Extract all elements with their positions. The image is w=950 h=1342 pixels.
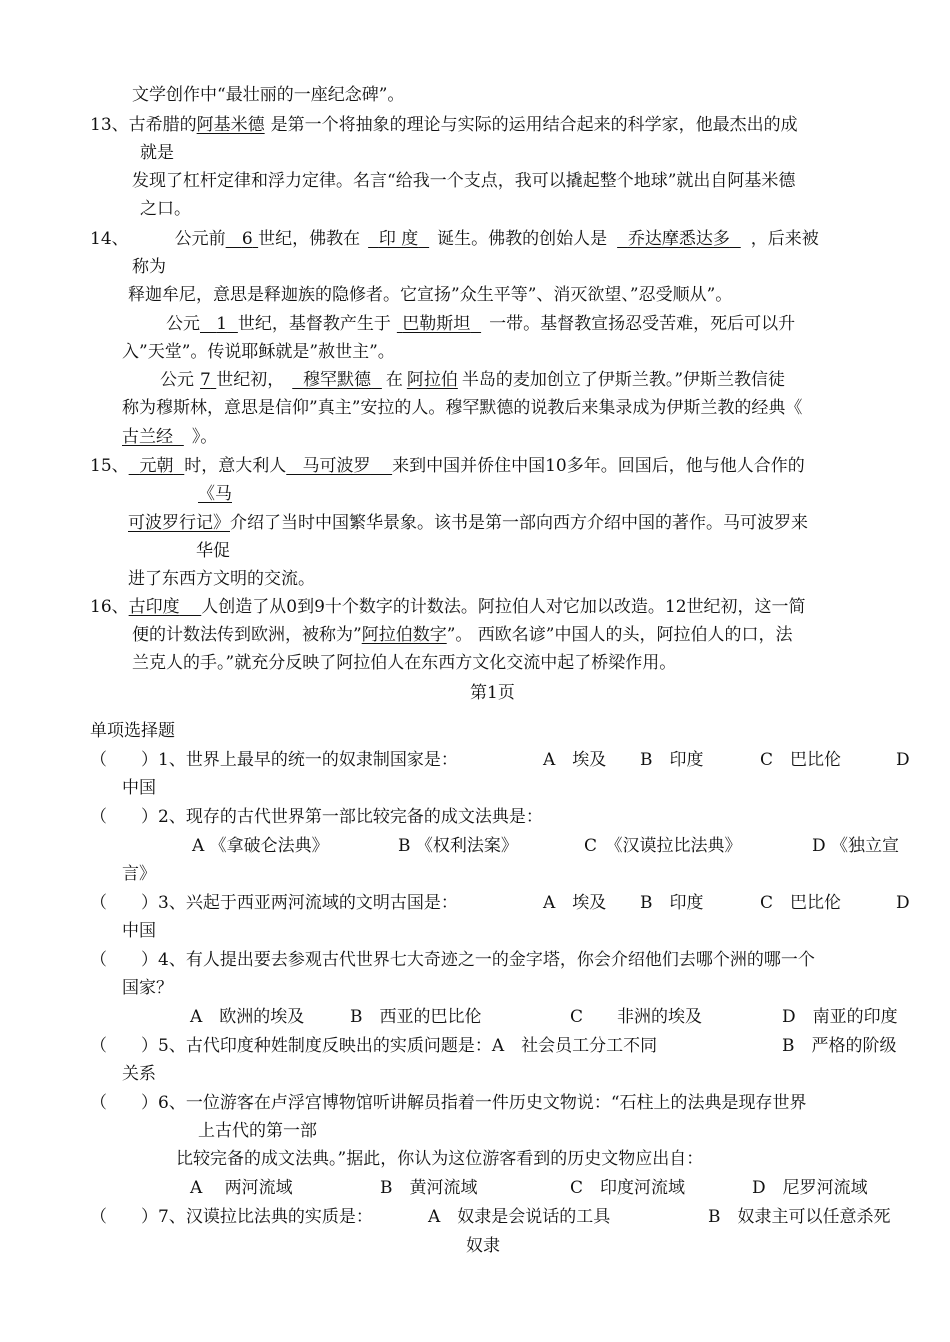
option-d-text: 中国 (122, 921, 156, 941)
question-4: （ ）4、有人提出要去参观古代世界七大奇迹之一的金字塔，你会介绍他们去哪个洲的哪一个 (90, 950, 815, 970)
option-b: B 《权利法案》 (398, 836, 518, 856)
question-3: （ ）3、兴起于西亚两河流域的文明古国是： (90, 893, 458, 913)
item-number: 13、 (90, 115, 129, 135)
text-line: 发现了杠杆定律和浮力定律。名言“给我一个支点，我可以撬起整个地球”就出自阿基米德 (132, 171, 796, 191)
section-title: 单项选择题 (90, 721, 175, 741)
text-line: 进了东西方文明的交流。 (128, 569, 315, 589)
answer-blank: （ ） (90, 807, 158, 827)
option-c: C 印度河流域 (570, 1178, 686, 1198)
text-line: 称为穆斯林，意思是信仰”真主”安拉的人。穆罕默德的说教后来集录成为伊斯兰教的经典《 (122, 398, 803, 418)
question-7: （ ）7、汉谟拉比法典的实质是： (90, 1207, 373, 1227)
text-line: 入”天堂”。传说耶稣就是”赦世主”。 (122, 342, 395, 362)
item-15-line-3: 可波罗行记》介绍了当时中国繁华景象。该书是第一部向西方介绍中国的著作。马可波罗来 (128, 513, 808, 533)
answer-book-start: 《马 (198, 484, 232, 504)
option-b: B 严格的阶级 (782, 1036, 897, 1056)
item-14-line-christianity: 公元 1 世纪，基督教产生于 巴勒斯坦 一带。基督教宣扬忍受苦难，死后可以升 (166, 314, 796, 334)
item-15-line-1: 15、 元朝 时，意大利人 马可波罗 来到中国并侨住中国10多年。回国后，他与他人合作的 (90, 456, 805, 476)
option-d: D 《独立宣 (812, 836, 900, 856)
item-number: 15、 (90, 456, 129, 476)
question-5: （ ）5、古代印度种姓制度反映出的实质问题是：A 社会员工分工不同 (90, 1036, 658, 1056)
option-b: B 印度 (640, 893, 704, 913)
text-line: 兰克人的手。”就充分反映了阿拉伯人在东西方文化交流中起了桥梁作用。 (132, 653, 677, 673)
answer-muhammad: 穆罕默德 (303, 370, 372, 390)
question-6: （ ）6、一位游客在卢浮宫博物馆听讲解员指着一件历史文物说：“石柱上的法典是现存世界 (90, 1093, 807, 1113)
option-d: D (896, 893, 910, 913)
answer-blank: （ ） (90, 893, 158, 913)
text-line: 国家？ (122, 978, 173, 998)
answer-blank: （ ） (90, 950, 158, 970)
option-d: D 尼罗河流域 (752, 1178, 868, 1198)
item-16-line-2: 便的计数法传到欧洲，被称为”阿拉伯数字”。 西欧名谚”中国人的头，阿拉伯人的口，法 (132, 625, 793, 645)
answer-quran: 古兰经 (122, 427, 173, 447)
option-d: D 南亚的印度 (782, 1007, 898, 1027)
answer-century-7: 7 (200, 370, 211, 390)
item-13-line-1: 13、古希腊的阿基米德 是第一个将抽象的理论与实际的运用结合起来的科学家，他最杰出的成 (90, 115, 798, 135)
item-14-line-islam: 公元 7 世纪初， 穆罕默德 在 阿拉伯 半岛的麦加创立了伊斯兰教。”伊斯兰教信徒 (160, 370, 786, 390)
item-number: 16、 (90, 597, 129, 617)
answer-yuan-dynasty: 元朝 (139, 456, 174, 476)
answer-arabic-numerals: 阿拉伯数字 (361, 625, 447, 645)
answer-book-end: 可波罗行记》 (128, 513, 230, 533)
answer-arabia: 阿拉伯 (406, 370, 458, 390)
option-c: C 《汉谟拉比法典》 (584, 836, 742, 856)
option-b: B 西亚的巴比伦 (350, 1007, 482, 1027)
answer-palestine: 巴勒斯坦 (402, 314, 471, 334)
text-line: 上古代的第一部 (198, 1121, 317, 1141)
answer-century-6: 6 (241, 229, 253, 249)
option-d-text: 言》 (122, 864, 156, 884)
answer-archimedes: 阿基米德 (196, 115, 265, 135)
option-b: B 印度 (640, 750, 704, 770)
option-a: A 欧洲的埃及 (190, 1007, 305, 1027)
text-line: 华促 (196, 541, 230, 561)
text-line: 释迦牟尼，意思是释迦族的隐修者。它宣扬”众生平等”、消灭欲望、”忍受顺从”。 (128, 285, 733, 305)
option-a: A 两河流域 (190, 1178, 293, 1198)
item-16-line-1: 16、古印度 人创造了从0到9十个数字的计数法。阿拉伯人对它加以改造。12世纪初，这一简 (90, 597, 806, 617)
item-number: 14、 (90, 229, 129, 249)
text-line: 之口。 (140, 199, 191, 219)
item-14-book-line: 古兰经 》。 (122, 427, 218, 447)
option-c: C 非洲的埃及 (570, 1007, 703, 1027)
option-b-text: 关系 (122, 1064, 156, 1084)
option-d-text: 中国 (122, 778, 156, 798)
answer-century-1: 1 (216, 314, 228, 334)
text-line: 比较完备的成文法典。”据此，你认为这位游客看到的历史文物应出自： (176, 1149, 704, 1169)
question-1: （ ）1、世界上最早的统一的奴隶制国家是： (90, 750, 458, 770)
text-line: 文学创作中“最壮丽的一座纪念碑”。 (132, 85, 405, 105)
answer-blank: （ ） (90, 1093, 158, 1113)
option-a: A 奴隶是会说话的工具 (428, 1207, 611, 1227)
answer-ancient-india: 古印度 (128, 597, 180, 617)
option-b: B 黄河流域 (380, 1178, 478, 1198)
question-2: （ ）2、现存的古代世界第一部比较完备的成文法典是： (90, 807, 543, 827)
answer-india: 印 度 (378, 229, 419, 249)
option-a: A 埃及 (543, 893, 607, 913)
text-line: 称为 (132, 257, 166, 277)
item-14-line-1: 14、 公元前 6 世纪，佛教在 印 度 诞生。佛教的创始人是 乔达摩悉达多 ，后来被 (90, 229, 819, 249)
option-a: A 《拿破仑法典》 (192, 836, 329, 856)
option-c: C 巴比伦 (760, 750, 842, 770)
option-a: A 埃及 (543, 750, 607, 770)
text-line: 就是 (140, 143, 174, 163)
option-b-text: 奴隶 (466, 1236, 500, 1256)
page-number: 第1页 (470, 683, 515, 703)
option-d: D (896, 750, 910, 770)
answer-marco-polo: 马可波罗 (302, 456, 371, 476)
option-b: B 奴隶主可以任意杀死 (708, 1207, 891, 1227)
answer-blank: （ ） (90, 750, 158, 770)
answer-blank: （ ） (90, 1207, 158, 1227)
answer-siddhartha: 乔达摩悉达多 (627, 229, 730, 249)
option-c: C 巴比伦 (760, 893, 842, 913)
answer-blank: （ ） (90, 1036, 158, 1056)
